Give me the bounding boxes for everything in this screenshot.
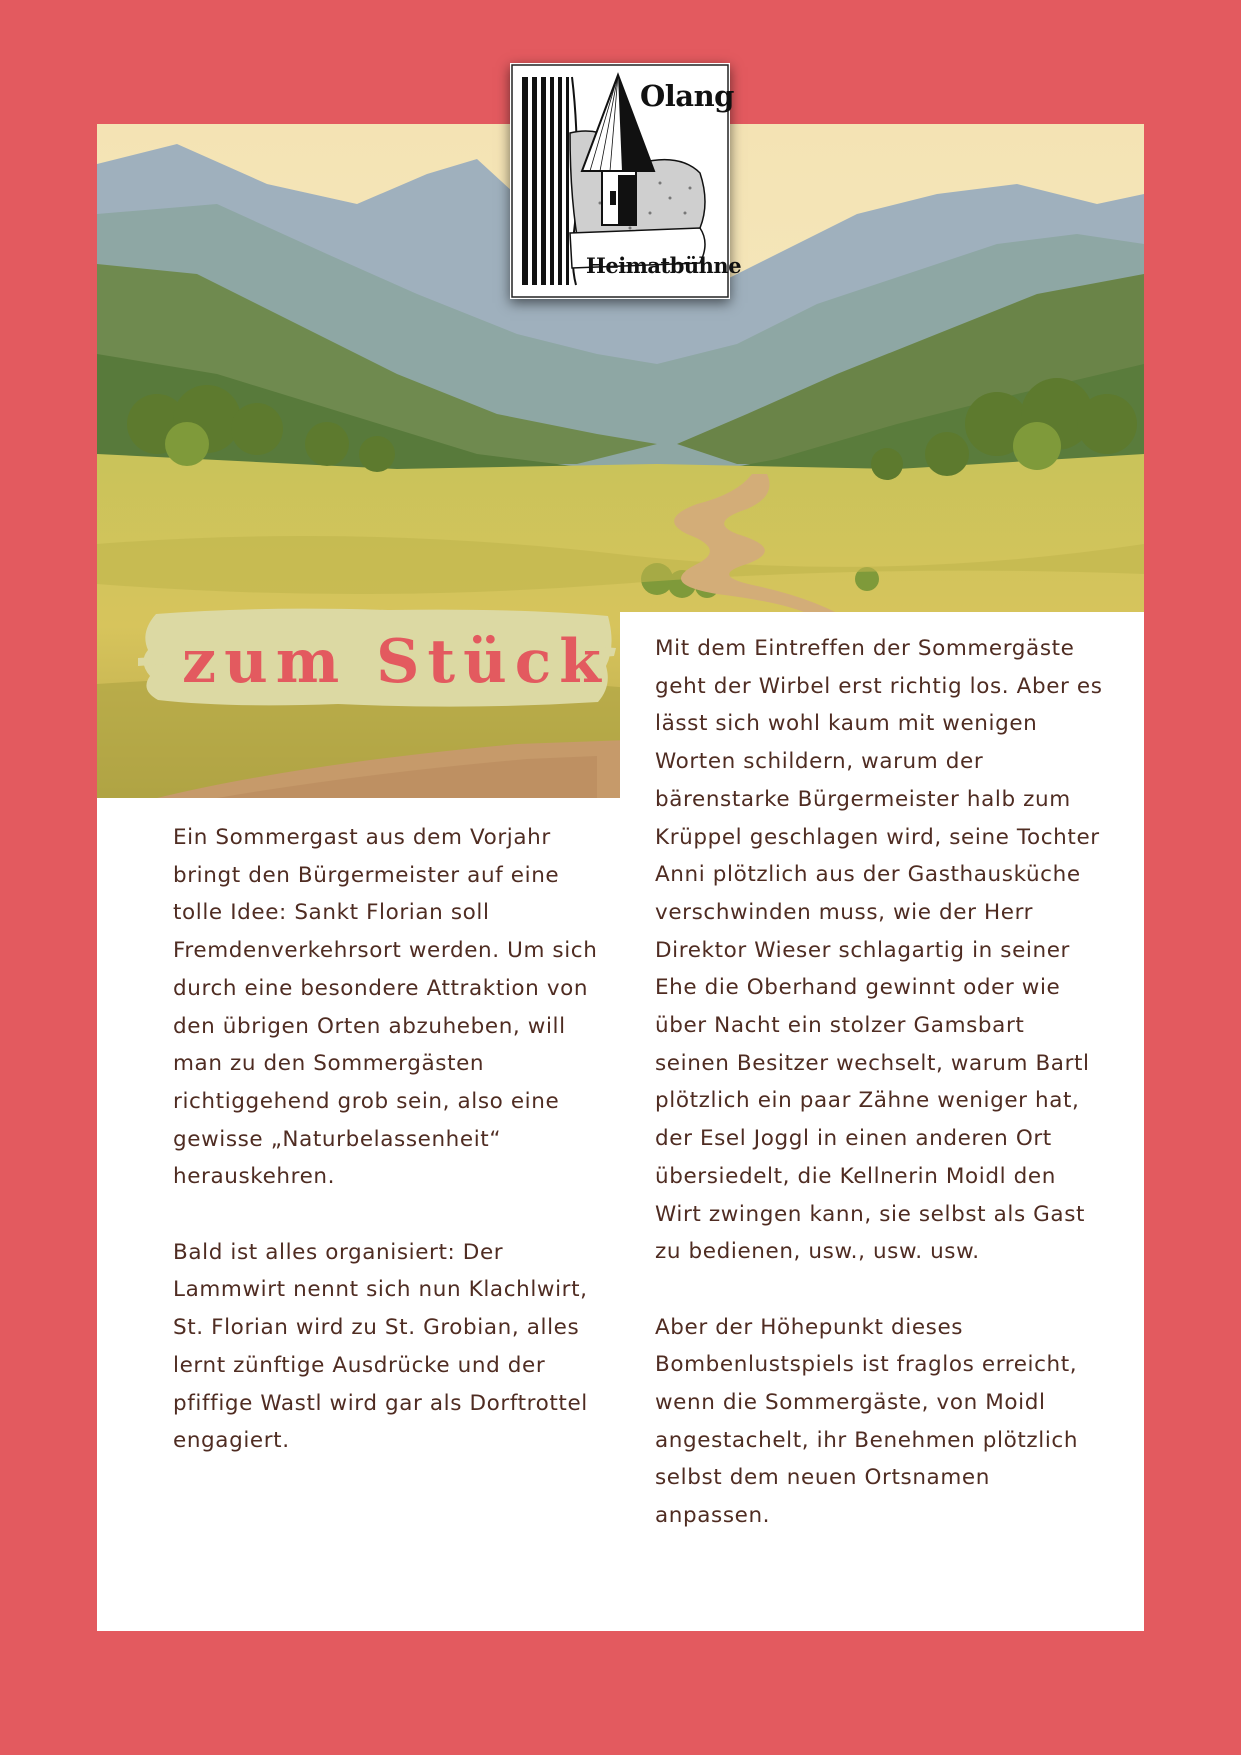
left-text-column: [173, 819, 613, 1498]
left-paragraph-2: Bald ist alles organisiert: Der Lammwirt nennt sich nun Klachlwirt, St. Florian wird zu St. Grobian, alles lernt zünftige Ausdrücke und der pfiffige Wastl wird gar als Dorftrottel engagiert.: [173, 1239, 588, 1454]
logo-title-olang: Olang: [640, 79, 734, 113]
olang-logo: [510, 63, 742, 299]
section-title: zum Stück: [182, 627, 609, 697]
right-paragraph-2: Aber der Höhepunkt dieses Bombenlustspiels ist fraglos erreicht, wenn die Sommergäste, von Moidl angestachelt, ihr Benehmen plötzlich selbst dem neuen Ortsnamen anpassen.: [655, 1314, 1079, 1529]
right-text-column: [655, 630, 1105, 1573]
left-paragraph-1: Ein Sommergast aus dem Vorjahr bringt den Bürgermeister auf eine tolle Idee: Sankt Florian soll Fremdenverkehrsort werden. Um sich durch eine besondere Attraktion von den übrigen Orten abzuheben, will man zu den Sommergästen richtiggehend grob sein, also eine gewisse „Naturbelassenheit“ herauskehren.: [173, 825, 598, 1190]
logo-subtitle-heimatbuehne: Heimatbühne: [586, 253, 742, 278]
right-paragraph-1: Mit dem Eintreffen der Sommergäste geht der Wirbel erst richtig los. Aber es lässt sich wohl kaum mit wenigen Worten schildern, warum der bärenstarke Bürgermeister halb zum Krüppel geschlagen wird, seine Tochter Anni plötzlich aus der Gasthausküche verschwinden muss, wie der Herr Direktor Wieser schlagartig in seiner Ehe die Oberhand gewinnt oder wie über Nacht ein stolzer Gamsbart seinen Besitzer wechselt, warum Bartl plötzlich ein paar Zähne weniger hat, der Esel Joggl in einen anderen Ort übersiedelt, die Kellnerin Moidl den Wirt zwingen kann, sie selbst als Gast zu bedienen, usw., usw. usw.: [655, 636, 1103, 1265]
section-title-banner: [138, 606, 616, 710]
